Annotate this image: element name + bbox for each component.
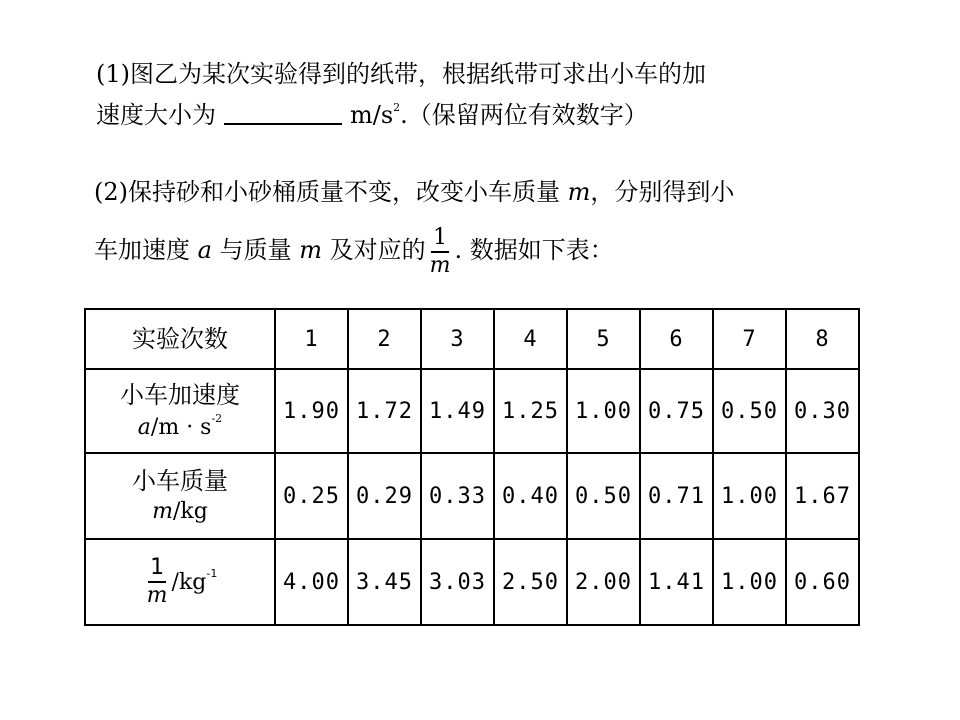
q1-line1-text: (1)图乙为某次实验得到的纸带，根据纸带可求出小车的加: [96, 60, 706, 88]
mass-header: [85, 453, 275, 539]
q2-line2-b: 与质量: [211, 236, 300, 264]
table-row-mass: [85, 453, 859, 539]
inverse-mass-unit-text: /kg: [171, 570, 207, 595]
inverse-mass-unit-exp: -1: [206, 567, 218, 580]
mass-cell: 0.50: [567, 453, 640, 539]
mass-cell: 0.25: [275, 453, 348, 539]
trial-cell: 8: [786, 309, 859, 369]
q2-line1-suffix: ，分别得到小: [590, 178, 735, 206]
acceleration-cell: 1.49: [421, 369, 494, 453]
q2-line1-prefix: (2)保持砂和小砂桶质量不变，改变小车质量: [94, 178, 568, 206]
inverse-mass-cell: 2.00: [567, 539, 640, 625]
inverse-mass-fraction: [429, 224, 451, 278]
mass-cell: 1.00: [713, 453, 786, 539]
mass-unit: [86, 497, 274, 527]
mass-cell: 0.33: [421, 453, 494, 539]
q2-var-m: m: [567, 178, 591, 206]
trial-header: 实验次数: [85, 309, 275, 369]
acceleration-cell: 1.72: [348, 369, 421, 453]
acceleration-unit-exp: -2: [211, 411, 223, 425]
data-table: [84, 308, 860, 626]
table-row-inverse-mass: [85, 539, 859, 625]
q2-line2-c: 及对应的: [321, 236, 426, 264]
trial-cell: 5: [567, 309, 640, 369]
inverse-mass-header: [85, 539, 275, 625]
header-fraction-numerator: 1: [148, 557, 166, 583]
q1-line2: [96, 102, 648, 127]
acceleration-cell: 1.00: [567, 369, 640, 453]
trial-cell: 2: [348, 309, 421, 369]
table-row-trials: [85, 309, 859, 369]
fraction-denominator: m: [429, 252, 451, 278]
mass-cell: 0.29: [348, 453, 421, 539]
acceleration-unit-text: /m · s: [150, 414, 212, 440]
inverse-mass-cell: 1.41: [640, 539, 713, 625]
q2-line2: [94, 222, 614, 278]
mass-cell: 1.67: [786, 453, 859, 539]
acceleration-unit: [86, 412, 274, 443]
header-fraction-denominator: m: [146, 583, 168, 608]
mass-cell: 0.40: [494, 453, 567, 539]
q2-var-m2: m: [299, 236, 322, 264]
inverse-mass-cell: 0.60: [786, 539, 859, 625]
inverse-mass-cell: 4.00: [275, 539, 348, 625]
acceleration-label: 小车加速度: [120, 381, 240, 410]
mass-unit-text: /kg: [173, 499, 208, 525]
inverse-mass-cell: 3.45: [348, 539, 421, 625]
q1-unit: m/s: [350, 101, 394, 129]
q2-line2-d: . 数据如下表：: [454, 236, 614, 264]
trial-cell: 4: [494, 309, 567, 369]
q1-line2-prefix: 速度大小为: [96, 101, 216, 129]
acceleration-cell: 1.25: [494, 369, 567, 453]
acceleration-header: [85, 369, 275, 453]
answer-blank: [224, 123, 342, 125]
trial-cell: 1: [275, 309, 348, 369]
mass-cell: 0.71: [640, 453, 713, 539]
q2-line2-a: 车加速度: [94, 236, 198, 264]
q2-line1: [94, 180, 734, 204]
acceleration-unit-var: a: [137, 414, 151, 440]
inverse-mass-cell: 2.50: [494, 539, 567, 625]
mass-unit-var: m: [152, 499, 174, 525]
q1-line1: [96, 62, 706, 86]
fraction-numerator: 1: [431, 227, 449, 253]
q1-unit-exponent: 2: [393, 101, 401, 114]
mass-label: 小车质量: [132, 466, 228, 495]
inverse-mass-header-fraction: [147, 557, 168, 607]
acceleration-cell: 1.90: [275, 369, 348, 453]
trial-cell: 6: [640, 309, 713, 369]
q2-var-a: a: [197, 236, 212, 264]
trial-cell: 3: [421, 309, 494, 369]
trial-cell: 7: [713, 309, 786, 369]
inverse-mass-cell: 3.03: [421, 539, 494, 625]
acceleration-cell: 0.50: [713, 369, 786, 453]
q1-line2-suffix: .（保留两位有效数字）: [400, 101, 648, 129]
acceleration-cell: 0.75: [640, 369, 713, 453]
acceleration-cell: 0.30: [786, 369, 859, 453]
table-row-acceleration: [85, 369, 859, 453]
inverse-mass-cell: 1.00: [713, 539, 786, 625]
